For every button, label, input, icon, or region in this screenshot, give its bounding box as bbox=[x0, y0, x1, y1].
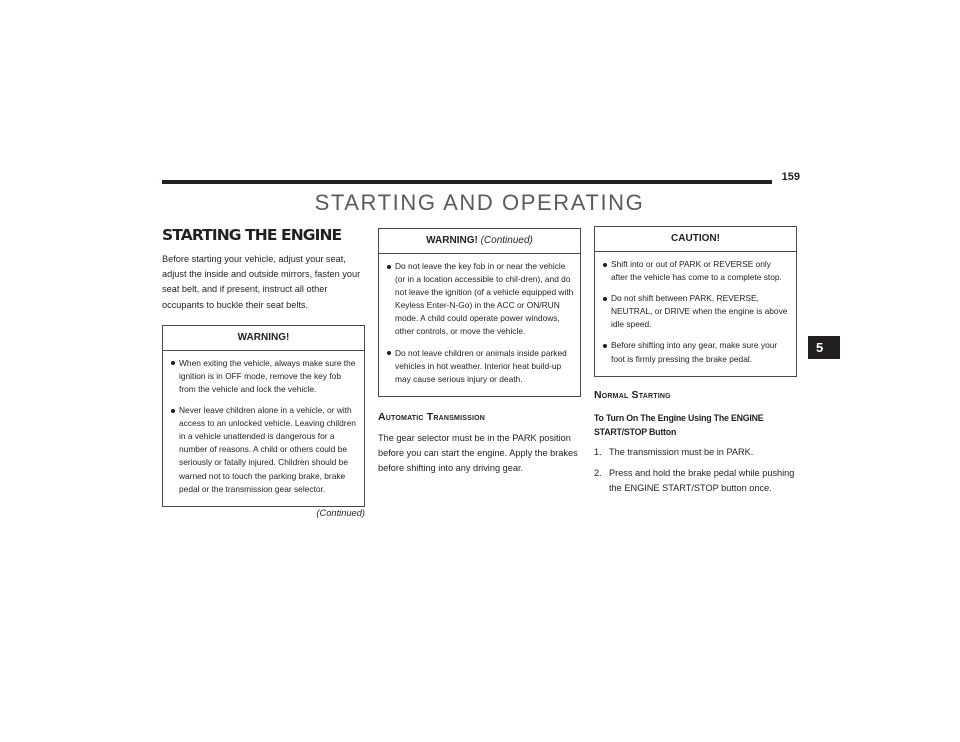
caution-title: CAUTION! bbox=[671, 233, 720, 244]
list-item: Shift into or out of PARK or REVERSE only after the vehicle has come to a complete stop. bbox=[603, 258, 790, 284]
warning-continued-label: (Continued) bbox=[480, 235, 533, 246]
column-middle bbox=[378, 228, 581, 476]
section-heading-automatic-transmission: Automatic Transmission bbox=[378, 410, 485, 423]
warning-box-continued bbox=[378, 228, 581, 397]
step-number: 1. bbox=[594, 446, 602, 457]
chapter-tab: 5 bbox=[808, 336, 840, 359]
list-item: When exiting the vehicle, always make sure the ignition is in OFF mode, remove the key fob from the vehicle and lock the vehicle. bbox=[171, 357, 358, 396]
caution-list bbox=[595, 252, 796, 376]
start-steps-list bbox=[594, 445, 797, 497]
step-number: 2. bbox=[594, 467, 602, 478]
automatic-transmission-paragraph: The gear selector must be in the PARK position before you can start the engine. Apply the brakes before shifting into any driving gear. bbox=[378, 432, 578, 474]
section-heading-starting-the-engine: STARTING THE ENGINE bbox=[162, 226, 342, 244]
list-item bbox=[594, 466, 797, 496]
continued-note: (Continued) bbox=[316, 507, 365, 518]
page-number: 159 bbox=[781, 171, 800, 183]
list-item: Never leave children alone in a vehicle, or with access to an unlocked vehicle. Leaving children in a vehicle unattended is dangerous for a number of reasons. A child or others could be seriously or fatally injured. Children should be warned not to touch the parking brake, brake pedal or the transmission gear selector. bbox=[171, 404, 358, 496]
step-text: Press and hold the brake pedal while pushing the ENGINE START/STOP button once. bbox=[609, 467, 795, 494]
warning-list bbox=[379, 254, 580, 396]
warning-box-title bbox=[163, 326, 364, 351]
chapter-title: STARTING AND OPERATING bbox=[314, 190, 645, 215]
intro-paragraph: Before starting your vehicle, adjust your seat, adjust the inside and outside mirrors, fasten your seat belt, and if present, instruct all other occupants to buckle their seat belts. bbox=[162, 254, 361, 310]
warning-box bbox=[162, 325, 365, 507]
caution-box bbox=[594, 226, 797, 377]
step-text: The transmission must be in PARK. bbox=[609, 446, 754, 457]
warning-list bbox=[163, 351, 364, 506]
section-heading-normal-starting: Normal Starting bbox=[594, 388, 671, 401]
list-item: Before shifting into any gear, make sure your foot is firmly pressing the brake pedal. bbox=[603, 339, 790, 365]
warning-title: WARNING! bbox=[426, 235, 478, 246]
list-item bbox=[594, 445, 797, 460]
column-left bbox=[162, 226, 365, 518]
header-rule bbox=[162, 180, 772, 184]
list-item: Do not leave children or animals inside parked vehicles in hot weather. Interior heat build-up may cause serious injury or death. bbox=[387, 347, 574, 386]
warning-title: WARNING! bbox=[237, 331, 290, 343]
warning-box-title bbox=[379, 229, 580, 254]
subheading-engine-start-stop: To Turn On The Engine Using The ENGINE START/STOP Button bbox=[594, 412, 764, 437]
column-right bbox=[594, 226, 797, 502]
list-item: Do not leave the key fob in or near the vehicle (or in a location accessible to chil-dren), and do not leave the ignition (of a vehicle equipped with Keyless Enter-N-Go) in the ACC or ON/RUN mode. A child could operate power windows, other controls, or move the vehicle. bbox=[387, 260, 574, 339]
caution-box-title bbox=[595, 227, 796, 252]
list-item: Do not shift between PARK, REVERSE, NEUTRAL, or DRIVE when the engine is above idle speed. bbox=[603, 292, 790, 331]
